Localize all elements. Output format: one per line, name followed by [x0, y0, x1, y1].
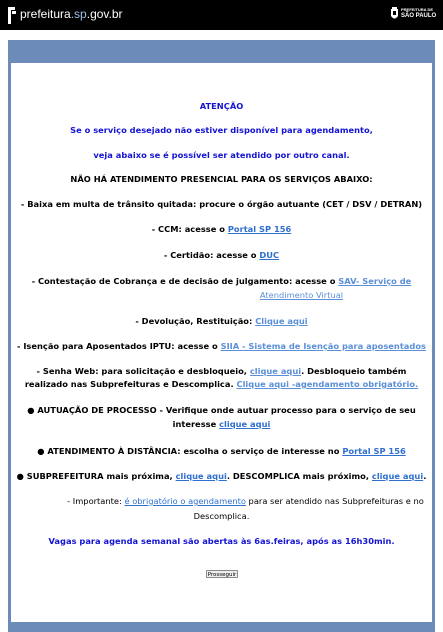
item-descomplica-text: . DESCOMPLICA mais próximo,: [226, 471, 372, 481]
sav-link[interactable]: SAV- Serviço de: [338, 276, 412, 286]
siia-link[interactable]: SIIA - Sistema de Isenção para aposentados: [220, 341, 426, 351]
item-senha-text2: . Desbloqueio também: [301, 366, 407, 376]
vagas-notice: Vagas para agenda semanal são abertas às 6as.feiras, após as 16h30min.: [48, 536, 395, 546]
duc-link[interactable]: DUC: [259, 250, 280, 260]
item-multa: - Baixa em multa de trânsito quitada: procure o órgão autuante (CET / DSV / DETRAN): [20, 199, 423, 209]
item-autuacao-text2: interesse: [172, 419, 220, 429]
item-distancia: [11, 446, 432, 457]
item-senha-web-line2: [11, 379, 432, 390]
item-autuacao: ● AUTUAÇÃO DE PROCESSO - Verifique onde autuar processo para o serviço de seu: [27, 405, 416, 415]
item-senha-web: [11, 366, 432, 377]
item-senha-text3: realizado nas Subprefeituras e Descomplica.: [24, 379, 237, 389]
descomplica-link[interactable]: clique aqui: [371, 471, 424, 481]
item-contestacao-text: - Contestação de Cobrança e de decisão de julgamento: acesse o: [31, 276, 339, 286]
city-crest-icon: [390, 6, 399, 22]
site-name-prefix: prefeitura: [20, 7, 71, 21]
site-name-link[interactable]: [20, 7, 123, 21]
item-senha-text: - Senha Web: para solicitação e desbloqueio,: [36, 366, 250, 376]
devolucao-link[interactable]: Clique aqui: [255, 316, 308, 326]
item-devolucao-text: - Devolução, Restituição:: [135, 316, 256, 326]
item-importante-line2: Descomplica.: [193, 511, 250, 521]
site-name-dot: .: [70, 7, 75, 21]
site-header: [0, 0, 443, 30]
brand-line1: PREFEITURA DE: [401, 7, 434, 12]
item-importante-text2: para ser atendido nas Subprefeituras e no: [245, 496, 424, 506]
item-subprefeitura: [11, 471, 432, 482]
distancia-portal-link[interactable]: Portal SP 156: [342, 446, 406, 456]
notice-intro-line1: Se o serviço desejado não estiver disponível para agendamento,: [70, 125, 373, 135]
item-certidao: [11, 250, 432, 261]
notice-heading: NÃO HÁ ATENDIMENTO PRESENCIAL PARA OS SERVIÇOS ABAIXO:: [70, 174, 373, 184]
item-isencao: [11, 341, 432, 352]
item-ccm-text: - CCM: acesse o: [151, 224, 228, 234]
item-subpref-text: ● SUBPREFEITURA mais próxima,: [16, 471, 176, 481]
sav-link-continued[interactable]: Atendimento Virtual: [259, 290, 344, 300]
item-certidao-text: - Certidão: acesse o: [163, 250, 260, 260]
item-contestacao: [11, 276, 432, 287]
item-ccm: [11, 224, 432, 235]
item-descomplica-end: .: [423, 471, 427, 481]
continue-button[interactable]: Prosseguir: [207, 572, 237, 578]
senha-web-link[interactable]: clique aqui: [249, 366, 302, 376]
notice-title: ATENÇÃO: [199, 101, 244, 111]
item-importante: [35, 496, 443, 507]
agendamento-link[interactable]: Clique aqui -agendamento obrigatório.: [236, 379, 419, 389]
item-autuacao-line2: [11, 419, 432, 430]
item-importante-text: - Importante:: [67, 496, 125, 506]
site-name-accent: sp: [74, 7, 87, 21]
notice-intro-line2: veja abaixo se é possível ser atendido por outro canal.: [93, 150, 350, 160]
item-contestacao-line2: [91, 290, 443, 301]
item-distancia-text: ● ATENDIMENTO À DISTÂNCIA: escolha o serviço de interesse no: [37, 446, 343, 456]
importante-link[interactable]: é obrigatório o agendamento: [124, 496, 246, 506]
item-devolucao: [11, 316, 432, 327]
r-logo-icon[interactable]: [6, 5, 18, 25]
portal-sp156-link[interactable]: Portal SP 156: [227, 224, 292, 234]
item-isencao-text: - Isenção para Aposentados IPTU: acesse o: [17, 341, 221, 351]
autuacao-link[interactable]: clique aqui: [219, 419, 271, 429]
site-name-suffix: .gov.br: [86, 7, 123, 21]
notice-panel: [11, 63, 432, 622]
subprefeitura-link[interactable]: clique aqui: [175, 471, 227, 481]
brand-line2: SÃO PAULO: [401, 13, 437, 19]
city-brand[interactable]: [401, 7, 436, 21]
